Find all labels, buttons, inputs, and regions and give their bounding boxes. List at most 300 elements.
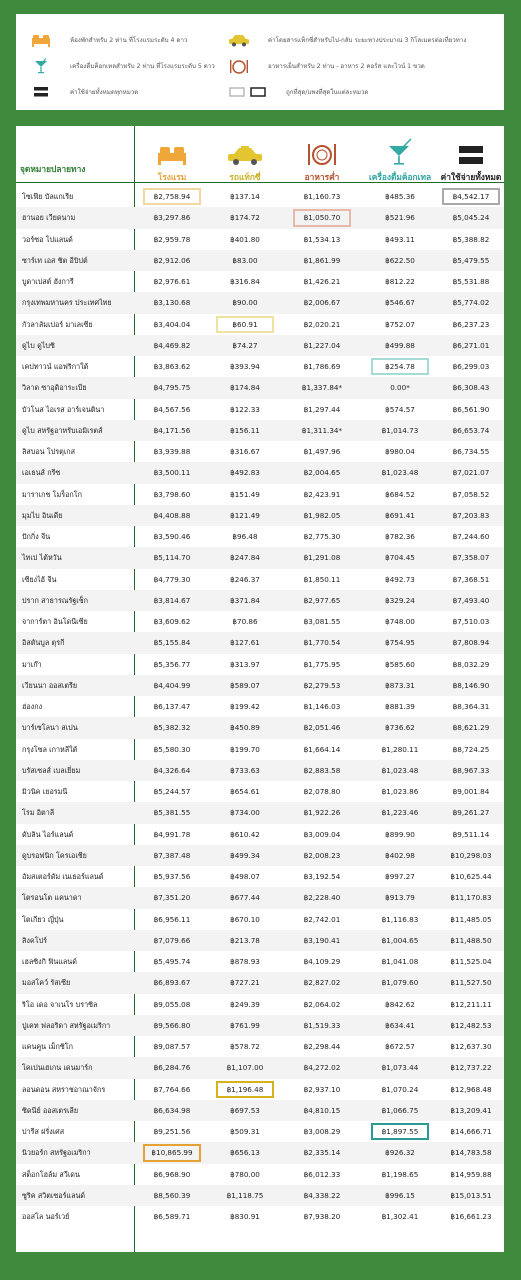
table-cell: ฿6,589.71 xyxy=(153,1212,191,1221)
table-cell: ฿13,209.41 xyxy=(450,1105,492,1115)
table-cell: ฿5,937.56 xyxy=(153,872,191,881)
destination-name: ซิดนีย์ ออสเตรเลีย xyxy=(22,1105,79,1115)
table-cell: ฿7,510.03 xyxy=(452,617,490,626)
table-cell: ฿70.86 xyxy=(232,617,258,626)
table-row xyxy=(16,250,504,271)
table-cell: ฿15,013.51 xyxy=(450,1190,492,1200)
table-cell: ฿14,666.71 xyxy=(450,1127,492,1136)
destination-name: ดับลิน ไอร์แลนด์ xyxy=(22,829,74,839)
table-cell: ฿1,223.46 xyxy=(381,808,419,818)
destination-name: สต็อกโฮล์ม สวีเดน xyxy=(22,1169,80,1179)
table-cell: ฿9,001.84 xyxy=(452,787,490,796)
table-cell: ฿450.89 xyxy=(230,723,260,733)
table-row xyxy=(16,1015,504,1036)
table-cell: ฿499.88 xyxy=(385,340,415,350)
table-cell: ฿4,779.30 xyxy=(153,574,191,584)
table-cell: ฿2,912.06 xyxy=(153,255,191,265)
table-row xyxy=(16,802,504,823)
table-cell: ฿1,786.69 xyxy=(303,362,341,371)
table-row xyxy=(16,590,504,611)
table-cell: ฿736.62 xyxy=(385,723,415,733)
table-cell: ฿589.07 xyxy=(230,680,260,690)
table-cell: ฿7,358.07 xyxy=(452,553,490,563)
table-cell: ฿1,041.08 xyxy=(381,957,419,966)
table-cell: ฿3,297.86 xyxy=(153,213,191,223)
table-cell: ฿1,982.05 xyxy=(303,510,341,520)
table-row xyxy=(16,654,504,675)
table-cell: ฿6,012.33 xyxy=(303,1169,341,1179)
table-cell: ฿4,795.75 xyxy=(153,383,191,393)
table-row xyxy=(16,229,504,250)
destination-name: นิวยอร์ก สหรัฐอเมริกา xyxy=(22,1148,91,1158)
table-cell: ฿509.31 xyxy=(230,1127,260,1136)
table-cell: ฿4,404.99 xyxy=(153,680,191,690)
table-cell: ฿654.61 xyxy=(230,787,260,796)
table-cell: ฿174.84 xyxy=(230,383,260,393)
destination-name: ลอนดอน สหราชอาณาจักร xyxy=(22,1084,106,1094)
table-cell: ฿7,079.66 xyxy=(153,935,191,945)
table-cell: ฿5,155.84 xyxy=(153,638,191,648)
table-cell: ฿1,160.73 xyxy=(303,192,341,201)
table-row xyxy=(16,632,504,653)
table-cell: ฿4,171.56 xyxy=(153,425,191,435)
table-cell: ฿10,625.44 xyxy=(450,872,492,881)
destination-header: จุดหมายปลายทาง xyxy=(20,164,86,174)
table-cell: ฿199.42 xyxy=(230,702,260,711)
table-cell: ฿634.41 xyxy=(385,1020,415,1030)
table-cell: ฿493.11 xyxy=(385,234,415,244)
table-cell: ฿2,883.58 xyxy=(303,765,341,775)
table-cell: ฿1,311.34* xyxy=(301,425,343,435)
destination-name: วิลาด ซาอุดิอาระเบีย xyxy=(22,383,87,393)
table-cell: ฿546.67 xyxy=(385,298,415,308)
table-cell: ฿677.44 xyxy=(230,893,260,903)
destination-name: ดูบรอฟนิก โครเอเชีย xyxy=(22,850,87,860)
legend-item-dinner xyxy=(228,58,425,74)
table-cell: ฿4,109.29 xyxy=(303,957,341,966)
legend-item-hotel xyxy=(30,32,187,48)
destination-name: บาร์เซโลนา สเปน xyxy=(22,723,78,733)
table-cell: ฿7,493.40 xyxy=(452,595,490,605)
table-cell: ฿9,511.14 xyxy=(452,829,490,839)
total-icon xyxy=(30,84,52,100)
table-cell: ฿8,621.29 xyxy=(452,723,490,733)
highlighted-cell: ฿254.78 xyxy=(371,358,429,375)
column-header-cocktail xyxy=(362,138,438,180)
table-row xyxy=(16,335,504,356)
table-cell: ฿1,227.04 xyxy=(303,340,341,350)
table-cell: ฿913.79 xyxy=(385,893,415,903)
table-cell: ฿7,368.51 xyxy=(452,574,490,584)
table-cell: ฿996.15 xyxy=(385,1190,415,1200)
table-cell: ฿12,211.11 xyxy=(450,999,492,1009)
table-cell: ฿2,827.02 xyxy=(303,978,341,988)
table-cell: ฿878.93 xyxy=(230,957,260,966)
table-row xyxy=(16,314,504,335)
table-cell: ฿1,664.14 xyxy=(303,744,341,754)
destination-name: เฮลซิงกิ ฟินแลนด์ xyxy=(22,957,77,966)
table-cell: ฿2,078.80 xyxy=(303,787,341,796)
table-cell: ฿2,775.30 xyxy=(303,532,341,541)
table-cell: ฿4,991.78 xyxy=(153,829,191,839)
table-cell: ฿2,335.14 xyxy=(303,1148,341,1158)
table-row xyxy=(16,207,504,228)
table-cell: ฿2,008.23 xyxy=(303,850,341,860)
table-cell: ฿761.99 xyxy=(230,1020,260,1030)
table-cell: ฿316.84 xyxy=(230,277,260,286)
table-cell: ฿8,364.31 xyxy=(452,702,490,711)
legend-item-box xyxy=(228,84,368,100)
table-cell: ฿5,531.88 xyxy=(452,277,490,286)
table-cell: ฿734.00 xyxy=(230,808,260,818)
table-row xyxy=(16,399,504,420)
bed-icon xyxy=(136,138,208,166)
table-cell: ฿1,297.44 xyxy=(303,404,341,414)
table-cell: ฿2,937.10 xyxy=(303,1084,341,1094)
table-cell: ฿1,770.54 xyxy=(303,638,341,648)
legend-text-total: ค่าใช้จ่ายทั้งหมดทุกหมวด xyxy=(70,89,139,96)
table-cell: ฿401.80 xyxy=(230,234,260,244)
table-cell: ฿371.84 xyxy=(230,595,260,605)
table-cell: ฿1,497.96 xyxy=(303,447,341,456)
table-cell: ฿697.53 xyxy=(230,1105,260,1115)
table-row xyxy=(16,760,504,781)
destination-name: ฮ่องกง xyxy=(22,702,43,711)
table-row xyxy=(16,271,504,292)
table-cell: ฿174.72 xyxy=(230,213,260,223)
table-row xyxy=(16,824,504,845)
table-cell: ฿5,479.55 xyxy=(452,255,490,265)
table-cell: ฿8,146.90 xyxy=(452,680,490,690)
destination-name: กรุงเทพมหานคร ประเทศไทย xyxy=(22,298,112,308)
table-cell: ฿6,968.90 xyxy=(153,1169,191,1179)
destination-name: เวียนนา ออสเตรีย xyxy=(22,680,78,690)
table-cell: ฿1,146.03 xyxy=(303,702,341,711)
destination-name: ซาร์เท เอส ซิต อีบิปต์ xyxy=(22,255,88,265)
table-cell: ฿11,488.50 xyxy=(450,935,492,945)
destination-name: จาการ์ตา อินโดนีเซีย xyxy=(22,617,88,626)
table-cell: ฿980.04 xyxy=(385,447,415,456)
legend-text-cocktail: เครื่องดื่มค็อกเทลสำหรับ 2 ท่าน ที่โรงแรมระดับ 5 ดาว xyxy=(70,63,215,70)
table-cell: ฿313.97 xyxy=(230,659,260,669)
table-cell: ฿2,004.65 xyxy=(303,468,341,478)
table-cell: ฿7,764.66 xyxy=(153,1084,191,1094)
table-cell: ฿622.50 xyxy=(385,255,415,265)
destination-name: โคเปนเฮเกน เดนมาร์ก xyxy=(22,1063,93,1073)
table-cell: ฿4,408.88 xyxy=(153,510,191,520)
table-cell: ฿7,808.94 xyxy=(452,638,490,648)
table-cell: ฿10,298.03 xyxy=(450,850,492,860)
table-cell: ฿1,066.75 xyxy=(381,1105,419,1115)
table-cell: ฿11,485.05 xyxy=(450,914,492,924)
table-cell: ฿1,337.84* xyxy=(301,383,343,393)
table-cell: ฿782.36 xyxy=(385,532,415,541)
table-cell: ฿9,251.56 xyxy=(153,1127,191,1136)
table-cell: ฿3,939.88 xyxy=(153,447,191,456)
legend-item-cocktail xyxy=(30,58,215,74)
table-cell: ฿1,861.99 xyxy=(303,255,341,265)
table-cell: ฿121.49 xyxy=(230,510,260,520)
destination-name: ปารีส ฝรั่งเศส xyxy=(22,1127,65,1136)
table-cell: ฿3,863.62 xyxy=(153,362,191,371)
destination-name: กัวลาลัมเปอร์ มาเลเซีย xyxy=(22,319,93,329)
table-cell: ฿997.27 xyxy=(385,872,415,881)
table-cell: ฿3,798.60 xyxy=(153,489,191,499)
table-cell: ฿12,737.22 xyxy=(450,1063,492,1073)
destination-name: ซูริค สวิตเซอร์แลนด์ xyxy=(22,1190,86,1200)
highlighted-cell: ฿60.91 xyxy=(216,316,274,333)
table-cell: ฿2,006.67 xyxy=(303,298,341,308)
highlighted-cell: ฿4,542.17 xyxy=(442,188,500,205)
highlighted-cell: ฿10,865.99 xyxy=(143,1144,201,1161)
column-label-cocktail: เครื่องดื่มค็อกเทล xyxy=(368,172,432,182)
table-cell: ฿672.57 xyxy=(385,1042,415,1051)
cost-table xyxy=(16,126,504,1252)
table-cell: ฿213.78 xyxy=(230,935,260,945)
table-cell: ฿754.95 xyxy=(385,638,415,648)
column-label-hotel: โรงแรม xyxy=(157,172,187,182)
table-row xyxy=(16,696,504,717)
destination-name: ดูไบ ดูไบซิ xyxy=(22,340,55,350)
table-cell: ฿691.41 xyxy=(385,510,415,520)
destination-name: ลิสบอน โปรตุเกส xyxy=(22,447,76,456)
destination-name: โซเฟีย บัลแกเรีย xyxy=(22,192,74,201)
table-cell: ฿7,203.83 xyxy=(452,510,490,520)
table-cell: ฿122.33 xyxy=(230,404,260,414)
table-cell: ฿5,244.57 xyxy=(153,787,191,796)
legend-item-taxi xyxy=(228,32,466,48)
table-cell: ฿1,280.11 xyxy=(381,744,419,754)
table-cell: ฿873.31 xyxy=(385,680,415,690)
table-cell: ฿5,388.82 xyxy=(452,234,490,244)
table-cell: ฿6,653.74 xyxy=(452,425,490,435)
destination-name: มิวนิค เยอรมนี xyxy=(22,787,68,796)
table-row xyxy=(16,1121,504,1142)
bed-icon xyxy=(30,32,52,48)
table-row xyxy=(16,611,504,632)
destination-name: บัวโนส ไอเรส อาร์เจนตินา xyxy=(22,404,105,414)
table-cell: ฿3,590.46 xyxy=(153,532,191,541)
table-cell: ฿1,291.08 xyxy=(303,553,341,563)
table-cell: ฿3,404.04 xyxy=(153,319,191,329)
table-cell: ฿1,922.26 xyxy=(303,808,341,818)
table-row xyxy=(16,739,504,760)
table-cell: ฿14,783.58 xyxy=(450,1148,492,1158)
table-cell: ฿5,356.77 xyxy=(153,659,191,669)
destination-name: อิสตันบูล ตุรกี xyxy=(22,638,65,648)
table-cell: ฿12,968.48 xyxy=(450,1084,492,1094)
table-cell: ฿3,009.04 xyxy=(303,829,341,839)
table-cell: ฿6,561.90 xyxy=(452,404,490,414)
table-cell: ฿492.73 xyxy=(385,574,415,584)
highlighted-cell: ฿1,196.48 xyxy=(216,1081,274,1098)
table-cell: ฿5,495.74 xyxy=(153,957,191,966)
table-cell: ฿3,190.41 xyxy=(303,935,341,945)
cocktail-icon xyxy=(362,138,438,166)
destination-name: ไทเป ไต้หวัน xyxy=(22,553,62,563)
table-cell: ฿402.98 xyxy=(385,850,415,860)
table-cell: ฿2,959.78 xyxy=(153,234,191,244)
table-cell: ฿7,938.20 xyxy=(303,1212,341,1221)
box-legend-icon xyxy=(228,84,268,100)
destination-name: ปูเคท ฟลอริดา สหรัฐอเมริกา xyxy=(22,1020,111,1030)
legend-item-total xyxy=(30,84,138,100)
table-cell: 0.00* xyxy=(390,383,410,393)
destination-name: มาเก๊า xyxy=(22,659,42,669)
table-cell: ฿574.57 xyxy=(385,404,415,414)
table-row xyxy=(16,717,504,738)
destination-name: เซียงไฮ้ จีน xyxy=(22,574,57,584)
destination-name: โตรอนโต แคนาดา xyxy=(22,893,82,903)
table-cell: ฿498.07 xyxy=(230,872,260,881)
table-row xyxy=(16,526,504,547)
table-row xyxy=(16,1100,504,1121)
table-cell: ฿704.45 xyxy=(385,553,415,563)
table-cell: ฿3,130.68 xyxy=(153,298,191,308)
destination-name: ริโอ เดอ จาเนโร บราซิล xyxy=(22,999,98,1009)
legend-text-box: ถูกที่สุด/แพงที่สุดในแต่ละหมวด xyxy=(286,89,369,96)
destination-name: ปักกิ่ง จีน xyxy=(22,532,51,541)
table-cell: ฿3,500.11 xyxy=(153,468,191,478)
table-cell: ฿2,742.01 xyxy=(303,914,341,924)
legend-card xyxy=(16,14,504,110)
table-cell: ฿499.34 xyxy=(230,850,260,860)
table-cell: ฿1,014.73 xyxy=(381,425,419,435)
table-row xyxy=(16,441,504,462)
table-cell: ฿9,566.80 xyxy=(153,1020,191,1030)
table-cell: ฿151.49 xyxy=(230,489,260,499)
table-cell: ฿899.90 xyxy=(385,829,415,839)
legend-text-hotel: ห้องพักสำหรับ 2 ท่าน ที่โรงแรมระดับ 4 ดาว xyxy=(70,37,188,44)
table-row xyxy=(16,569,504,590)
table-cell: ฿1,775.95 xyxy=(303,659,341,669)
table-cell: ฿1,116.83 xyxy=(381,914,419,924)
table-cell: ฿11,525.04 xyxy=(450,957,492,966)
table-cell: ฿6,299.03 xyxy=(452,362,490,371)
destination-name: อัมสเตอร์ดัม เนเธอร์แลนด์ xyxy=(22,872,104,881)
table-cell: ฿6,734.55 xyxy=(452,447,490,456)
table-cell: ฿6,893.67 xyxy=(153,978,191,988)
destination-name: โรม อิตาลี xyxy=(22,808,55,818)
table-cell: ฿11,527.50 xyxy=(450,978,492,988)
cocktail-icon xyxy=(30,58,52,74)
destination-name: ดูไบ สหรัฐอาหรับเอมิเรตส์ xyxy=(22,425,103,435)
table-row xyxy=(16,1057,504,1078)
table-row xyxy=(16,377,504,398)
table-cell: ฿127.61 xyxy=(230,638,260,648)
table-cell: ฿4,567.56 xyxy=(153,404,191,414)
destination-name: มาราเกช โมร็อกโก xyxy=(22,489,82,499)
table-row xyxy=(16,1142,504,1163)
table-row xyxy=(16,909,504,930)
table-cell: ฿156.11 xyxy=(230,425,260,435)
destination-name: บูดาเปสต์ ฮังการี xyxy=(22,277,74,286)
table-cell: ฿656.13 xyxy=(230,1148,260,1158)
table-cell: ฿7,058.52 xyxy=(452,489,490,499)
table-cell: ฿4,810.15 xyxy=(303,1105,341,1115)
destination-name: วอร์ซอ โปแลนด์ xyxy=(22,234,73,244)
column-header-dinner xyxy=(282,138,362,180)
table-cell: ฿5,774.02 xyxy=(452,298,490,308)
table-cell: ฿748.00 xyxy=(385,617,415,626)
table-cell: ฿199.70 xyxy=(230,744,260,754)
table-cell: ฿316.67 xyxy=(230,447,260,456)
table-row xyxy=(16,1164,504,1185)
table-cell: ฿6,634.98 xyxy=(153,1105,191,1115)
table-cell: ฿12,482.53 xyxy=(450,1020,492,1030)
table-cell: ฿7,021.07 xyxy=(452,468,490,478)
table-cell: ฿6,284.76 xyxy=(153,1063,191,1073)
table-cell: ฿492.83 xyxy=(230,468,260,478)
table-row xyxy=(16,1206,504,1227)
destination-name: เอเธนส์ กรีซ xyxy=(22,468,61,478)
table-cell: ฿1,534.13 xyxy=(303,234,341,244)
destination-name: แคนคูน เม็กซิโก xyxy=(22,1042,73,1051)
table-cell: ฿7,387.48 xyxy=(153,850,191,860)
table-cell: ฿1,004.65 xyxy=(381,935,419,945)
destination-name: ปราก สาธารณรัฐเช็ก xyxy=(22,595,88,605)
destination-name: ฮานอย เวียดนาม xyxy=(22,213,76,223)
table-cell: ฿1,302.41 xyxy=(381,1212,419,1221)
column-label-total: ค่าใช้จ่ายทั้งหมด xyxy=(440,172,502,182)
table-cell: ฿752.07 xyxy=(385,319,415,329)
table-cell: ฿1,426.21 xyxy=(303,277,341,286)
table-cell: ฿83.00 xyxy=(232,255,258,265)
table-row xyxy=(16,484,504,505)
table-cell: ฿1,198.65 xyxy=(381,1169,419,1179)
table-cell: ฿5,381.55 xyxy=(153,808,191,818)
destination-name: มุมไบ อินเดีย xyxy=(22,510,63,520)
column-label-dinner: อาหารค่ำ xyxy=(304,172,340,182)
table-row xyxy=(16,930,504,951)
column-header-total xyxy=(438,138,504,180)
table-cell: ฿1,023.48 xyxy=(381,765,419,775)
table-cell: ฿780.00 xyxy=(230,1169,260,1179)
table-row xyxy=(16,1185,504,1206)
table-cell: ฿727.21 xyxy=(230,978,260,988)
table-cell: ฿578.72 xyxy=(230,1042,260,1051)
table-cell: ฿393.94 xyxy=(230,362,260,371)
table-cell: ฿830.91 xyxy=(230,1212,260,1221)
table-cell: ฿1,107.00 xyxy=(226,1063,264,1073)
table-cell: ฿16,661.23 xyxy=(450,1212,492,1221)
table-cell: ฿733.63 xyxy=(230,765,260,775)
table-cell: ฿2,064.02 xyxy=(303,999,341,1009)
destination-name: มอสโคว์ รัสเซีย xyxy=(22,978,71,988)
table-cell: ฿6,271.01 xyxy=(452,340,490,350)
table-cell: ฿8,032.29 xyxy=(452,659,490,669)
column-label-taxi: รถแท็กซี่ xyxy=(229,172,261,182)
table-cell: ฿1,519.33 xyxy=(303,1020,341,1030)
table-cell: ฿74.27 xyxy=(232,340,258,350)
table-cell: ฿90.00 xyxy=(232,298,258,308)
table-cell: ฿9,087.57 xyxy=(153,1042,191,1051)
table-cell: ฿585.60 xyxy=(385,659,415,669)
column-header-hotel xyxy=(136,138,208,180)
destination-name: กรุงโซล เกาหลีใต้ xyxy=(22,744,78,754)
table-cell: ฿7,351.20 xyxy=(153,893,191,903)
dinner-icon xyxy=(282,138,362,166)
table-cell: ฿684.52 xyxy=(385,489,415,499)
highlighted-cell: ฿1,050.70 xyxy=(293,209,351,226)
total-icon xyxy=(438,138,504,166)
table-cell: ฿812.22 xyxy=(385,277,415,286)
table-row xyxy=(16,994,504,1015)
dinner-icon xyxy=(228,58,250,74)
table-cell: ฿2,298.44 xyxy=(303,1042,341,1051)
table-cell: ฿5,382.32 xyxy=(153,723,191,733)
table-row xyxy=(16,420,504,441)
